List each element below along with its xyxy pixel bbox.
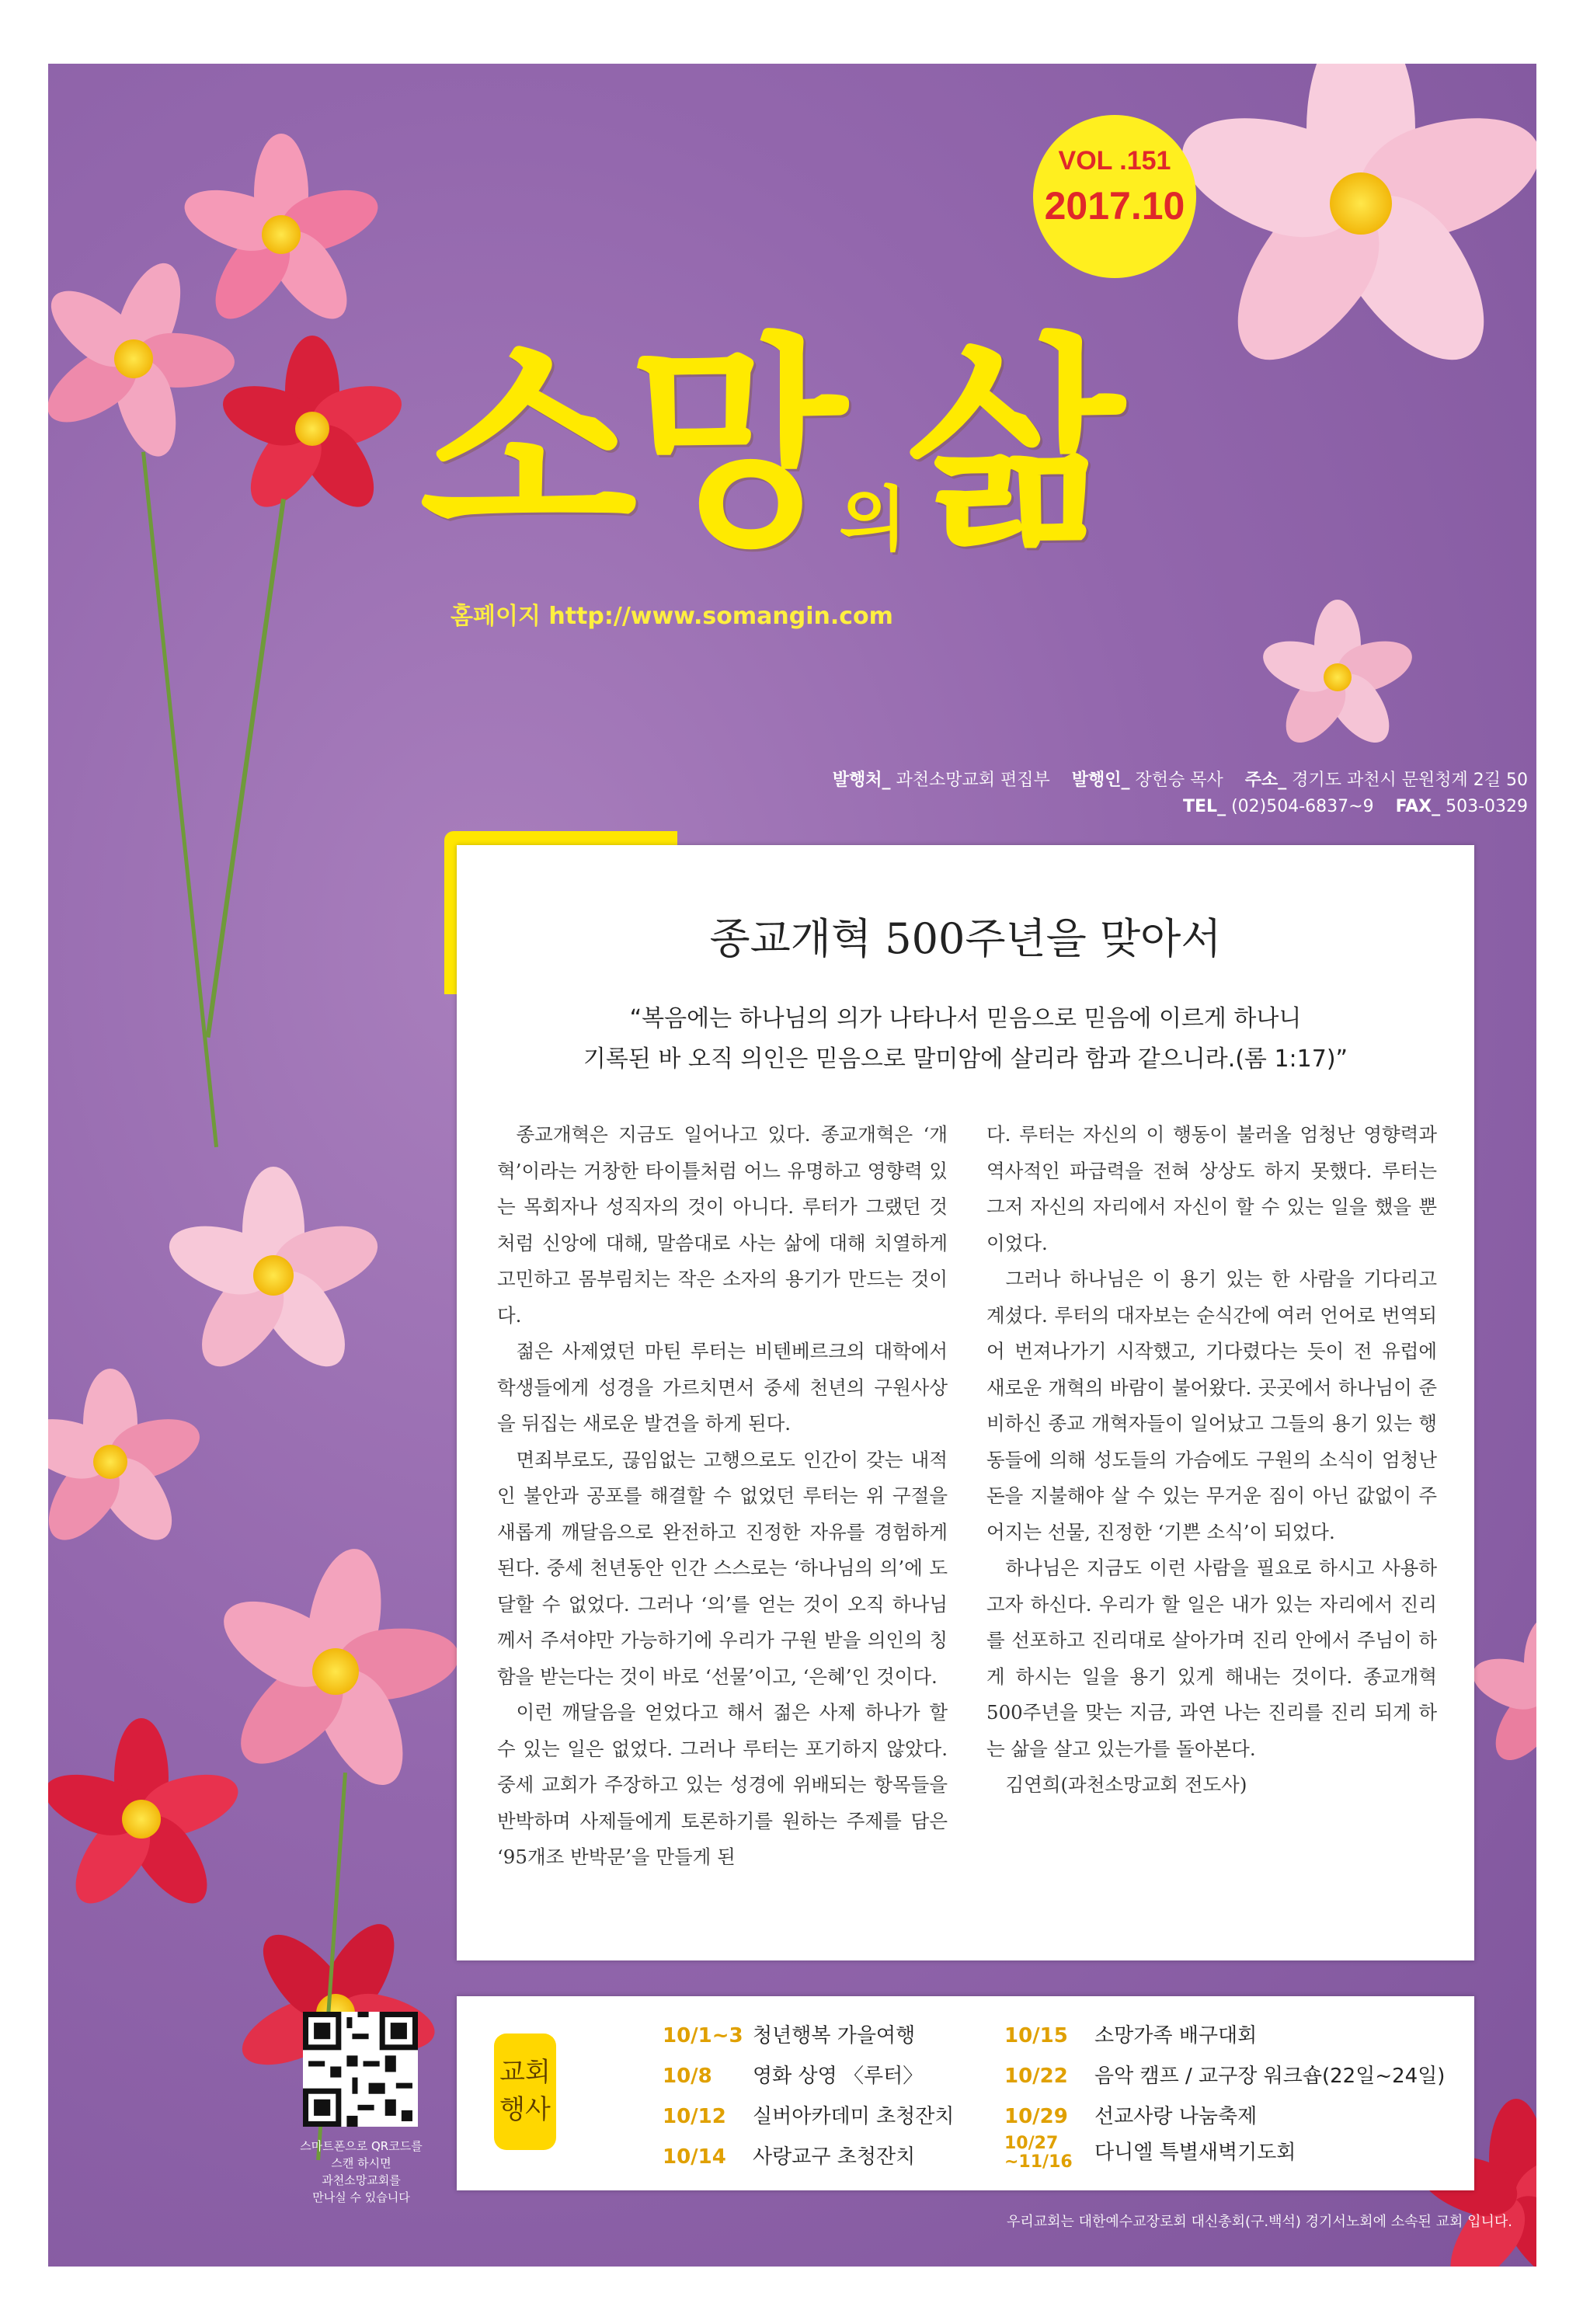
event-item: 10/29 선교사랑 나눔축제 bbox=[1004, 2105, 1258, 2128]
cosmos-flower-pink-right bbox=[1470, 1617, 1536, 1773]
event-item: 10/27 ~11/16 다니엘 특별새벽기도회 bbox=[1004, 2134, 1296, 2172]
article-paragraph: 다. 루터는 자신의 이 행동이 불러올 엄청난 영향력과 역사적인 파급력을 전혀 상상도 하지 못했다. 루터는 그저 자신의 자리에서 자신이 할 수 있는 일을 했을 뿐이었다. bbox=[986, 1123, 1437, 1254]
publisher-info bbox=[833, 767, 1528, 820]
masthead-title-part1: 소망 bbox=[419, 315, 840, 577]
events-tag: 교회 행사 bbox=[494, 2034, 556, 2150]
cosmos-flower-white-1 bbox=[165, 1167, 382, 1384]
qr-code[interactable] bbox=[303, 2012, 418, 2127]
cosmos-flower-red-1 bbox=[219, 336, 405, 522]
cosmos-flower-red-2 bbox=[48, 1718, 242, 1920]
article-paragraph: 면죄부로도, 끊임없는 고행으로도 인간이 갖는 내적인 불안과 공포를 해결할 수 없었던 루터는 위 구절을 새롭게 깨달음으로 완전하고 진정한 자유를 경험하게 된다. 중세 천년동안 인간 스스로는 ‘하나님의 의’에 도달할 수 없었다. 그러나 ‘의’를 얻는 것이 오직 하나님께서 주셔야만 가능하기에 우리가 구원 받을 의인의 칭함을 받는다는 것이 바로 ‘선물’이고, ‘은혜’인 것이다. bbox=[497, 1448, 948, 1688]
flower-stem bbox=[141, 451, 218, 1147]
scripture-verse: “복음에는 하나님의 의가 나타나서 믿음으로 믿음에 이르게 하나니 기록된 바 오직 의인은 믿음으로 말미암에 살리라 함과 같으니라.(롬 1:17)” bbox=[583, 1005, 1348, 1073]
article-panel bbox=[457, 845, 1474, 1960]
article-paragraph: 종교개혁은 지금도 일어나고 있다. 종교개혁은 ‘개혁’이라는 거창한 타이틀처럼 어느 유명하고 영향력 있는 목회자나 성직자의 것이 아니다. 루터가 그랬던 것처럼 신앙에 대해, 말씀대로 사는 삶에 대해 치열하게 고민하고 몸부림치는 작은 소자의 용기가 만드는 것이다. bbox=[497, 1123, 948, 1327]
masthead-title-part2: 의 bbox=[839, 478, 907, 561]
qr-caption: 스마트폰으로 QR코드를 스캔 하시면 과천소망교회를 만나실 수 있습니다 bbox=[300, 2139, 423, 2204]
cosmos-flower-pink-2 bbox=[48, 258, 235, 460]
publisher-line-2: TEL_ (02)504-6837~9 FAX_ 503-0329 bbox=[1183, 797, 1528, 816]
article-paragraph: 그러나 하나님은 이 용기 있는 한 사람을 기다리고 계셨다. 루터의 대자보는 순식간에 여러 언어로 번역되어 번져나가기 시작했고, 기다렸다는 듯이 전 유럽에 새로운 개혁의 바람이 불어왔다. 곳곳에서 하나님이 준비하신 종교 개혁자들이 일어났고 그들의 용기 있는 행동들에 의해 성도들의 가슴에도 구원의 소식이 엄청난 돈을 지불해야 살 수 있는 무거운 짐이 아닌 값없이 주어지는 선물, 진정한 ‘기쁜 소식’이 되었다. bbox=[986, 1268, 1437, 1543]
event-item: 10/1~3 청년행복 가을여행 bbox=[663, 2024, 916, 2047]
article-paragraph: 젊은 사제였던 마틴 루터는 비텐베르크의 대학에서 학생들에게 성경을 가르치면서 중세 천년의 구원사상을 뒤집는 새로운 발견을 하게 된다. bbox=[497, 1340, 948, 1435]
cosmos-flower-pale-large bbox=[1174, 64, 1536, 390]
article-paragraph: 이런 깨달음을 얻었다고 해서 젊은 사제 하나가 할 수 있는 일은 없었다. 그러나 루터는 포기하지 않았다. 중세 교회가 주장하고 있는 성경에 위배되는 항목들을 반박하며 사제들에게 토론하기를 원하는 주제를 담은 ‘95개조 반박문’을 만들게 된 bbox=[497, 1701, 948, 1868]
cosmos-flower-pale-small bbox=[1260, 600, 1415, 755]
event-item: 10/14 사랑교구 초청잔치 bbox=[663, 2145, 916, 2169]
volume-number: VOL .151 bbox=[1058, 146, 1171, 176]
church-events-panel bbox=[457, 1996, 1474, 2190]
article-column-left bbox=[497, 1117, 948, 1876]
masthead-title-part3: 삶 bbox=[906, 315, 1117, 577]
article-author: 김연희(과천소망교회 전도사) bbox=[1005, 1773, 1247, 1796]
article-title: 종교개혁 500주년을 맞아서 bbox=[709, 914, 1222, 963]
event-item: 10/12 실버아카데미 초청잔치 bbox=[663, 2105, 955, 2128]
publisher-line-1: 발행처_ 과천소망교회 편집부 발행인_ 장헌승 목사 주소_ 경기도 과천시 문원청계 2길 50 bbox=[832, 771, 1528, 790]
event-item: 10/15 소망가족 배구대회 bbox=[1004, 2024, 1258, 2047]
article-column-right bbox=[986, 1117, 1437, 1804]
issue-date: 2017.10 bbox=[1044, 184, 1185, 228]
event-item: 10/22 음악 캠프 / 교구장 워크숍(22일~24일) bbox=[1004, 2065, 1446, 2088]
homepage-url[interactable]: 홈페이지 http://www.somangin.com bbox=[451, 603, 893, 630]
article-paragraph: 하나님은 지금도 이런 사람을 필요로 하시고 사용하고자 하신다. 우리가 할 일은 내가 있는 자리에서 진리를 선포하고 진리대로 살아가며 진리 안에서 주님이 하게 하시는 일을 용기 있게 해내는 것이다. 종교개혁 500주년을 맞는 지금, 과연 나는 진리를 진리 되게 하는 삶을 살고 있는가를 돌아본다. bbox=[986, 1557, 1437, 1760]
volume-badge bbox=[1033, 115, 1196, 278]
event-date-range: 10/27 ~11/16 bbox=[1004, 2134, 1073, 2172]
cosmos-flower-pink-4 bbox=[48, 1369, 204, 1555]
denomination-footer: 우리교회는 대한예수교장로회 대신총회(구.백석) 경기서노회에 소속된 교회 입니다. bbox=[1006, 2214, 1512, 2230]
masthead-title bbox=[419, 315, 1117, 577]
flower-stem bbox=[206, 499, 286, 1038]
event-item: 10/8 영화 상영 〈루터〉 bbox=[663, 2065, 924, 2088]
cosmos-flower-pink-3 bbox=[211, 1547, 460, 1796]
